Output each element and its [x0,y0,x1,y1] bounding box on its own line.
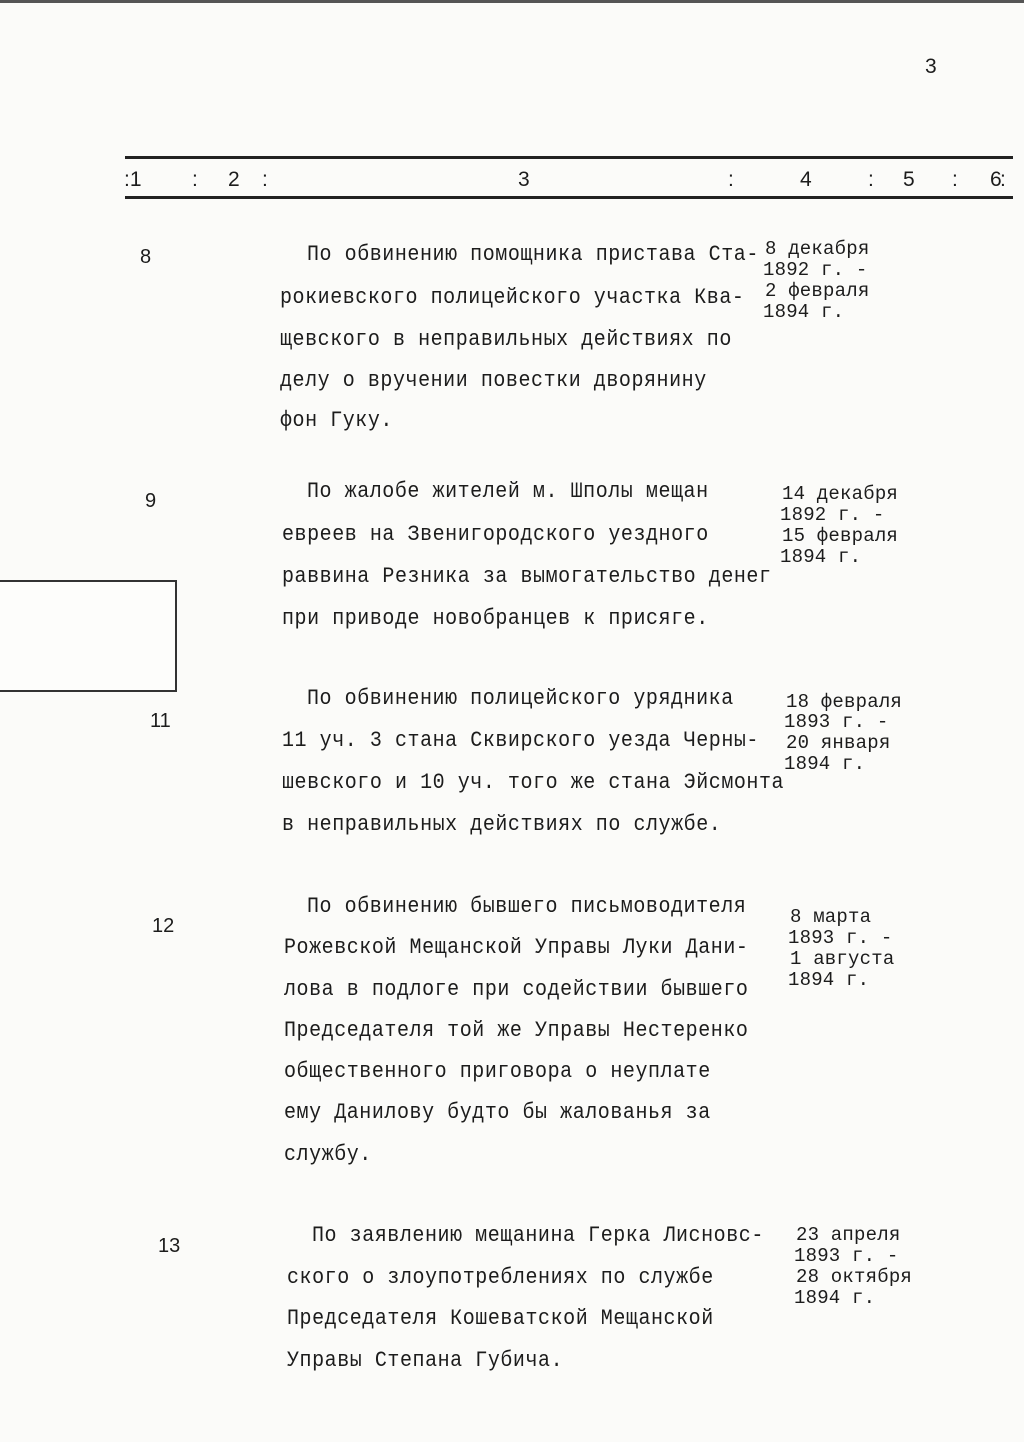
column-header-cell: : [1000,168,1006,191]
column-header-cell: : [192,168,198,191]
entry-text-line: 11 уч. 3 стана Сквирского уезда Черны- [282,728,759,754]
entry-text-line: делу о вручении повестки дворянину [280,368,707,394]
entry-date-line: 1892 г. - [763,259,868,281]
column-header-cell: 6 [990,168,1002,191]
column-header-cell: :1 [124,168,142,191]
column-header-cell: : [262,168,268,191]
entry-number: 9 [145,490,157,512]
entry-text-line: ского о злоупотреблениях по службе [287,1265,714,1291]
entry-text-line: шевского и 10 уч. того же стана Эйсмонта [282,770,785,796]
entry-date-line: 1893 г. - [784,711,889,733]
column-header-cell: 4 [800,168,812,191]
entry-text-line: лова в подлоге при содействии бывшего [284,977,749,1003]
entry-text-line: в неправильных действиях по службе. [282,812,722,838]
entry-date-line: 1894 г. [763,301,845,323]
entry-date-line: 18 февраля [786,691,903,713]
entry-number: 12 [152,915,175,937]
entry-text-line: Председателя Кошеватской Мещанской [287,1306,714,1332]
entry-date-line: 14 декабря [782,483,899,505]
entry-date-line: 2 февраля [765,280,870,302]
page-top-edge [0,0,1024,3]
entry-text-line: ему Данилову будто бы жалованья за [284,1100,711,1126]
entry-number: 13 [158,1235,181,1257]
entry-date-line: 15 февраля [782,525,899,547]
entry-date-line: 1894 г. [794,1287,876,1309]
entry-text-line: По жалобе жителей м. Шполы мещан [307,479,709,505]
entry-text-line: службу. [284,1142,372,1168]
entry-date-line: 1892 г. - [780,504,885,526]
entry-text-line: Председателя той же Управы Нестеренко [284,1018,749,1044]
entry-date-line: 1893 г. - [788,927,893,949]
entry-number: 8 [140,246,152,268]
entry-date-line: 1894 г. [788,969,870,991]
entry-date-line: 20 января [786,732,891,754]
entry-text-line: щевского в неправильных действиях по [280,327,732,353]
entry-text-line: рокиевского полицейского участка Ква- [280,285,745,311]
column-header-cell: : [868,168,874,191]
entry-text-line: По обвинению бывшего письмоводителя [307,894,747,920]
pasted-paper-slip [0,580,177,692]
entry-number: 11 [150,710,171,732]
column-header-cell: 3 [518,168,530,191]
entry-date-line: 23 апреля [796,1224,901,1246]
header-rule-bottom [125,196,1013,199]
entry-date-line: 28 октября [796,1266,913,1288]
entry-text-line: Рожевской Мещанской Управы Луки Дани- [284,935,749,961]
entry-text-line: евреев на Звенигородского уездного [282,522,709,548]
entry-text-line: По обвинению полицейского урядника [307,686,734,712]
entry-date-line: 8 марта [790,906,872,928]
entry-date-line: 1894 г. [784,753,866,775]
column-header-cell: : [952,168,958,191]
column-header-cell: 2 [228,168,240,191]
entry-date-line: 1894 г. [780,546,862,568]
entry-text-line: общественного приговора о неуплате [284,1059,711,1085]
column-header-cell: 5 [903,168,915,191]
entry-text-line: при приводе новобранцев к присяге. [282,606,709,632]
entry-text-line: фон Гуку. [280,408,393,434]
entry-date-line: 1893 г. - [794,1245,899,1267]
page-number: 3 [925,55,937,78]
entry-text-line: По заявлению мещанина Герка Лисновс- [312,1223,764,1249]
header-rule-top [125,156,1013,159]
entry-date-line: 8 декабря [765,238,870,260]
entry-text-line: Управы Степана Губича. [287,1348,564,1374]
column-header-cell: : [728,168,734,191]
entry-date-line: 1 августа [790,948,895,970]
entry-text-line: раввина Резника за вымогательство денег [282,564,772,590]
entry-text-line: По обвинению помощника пристава Ста- [307,242,759,268]
